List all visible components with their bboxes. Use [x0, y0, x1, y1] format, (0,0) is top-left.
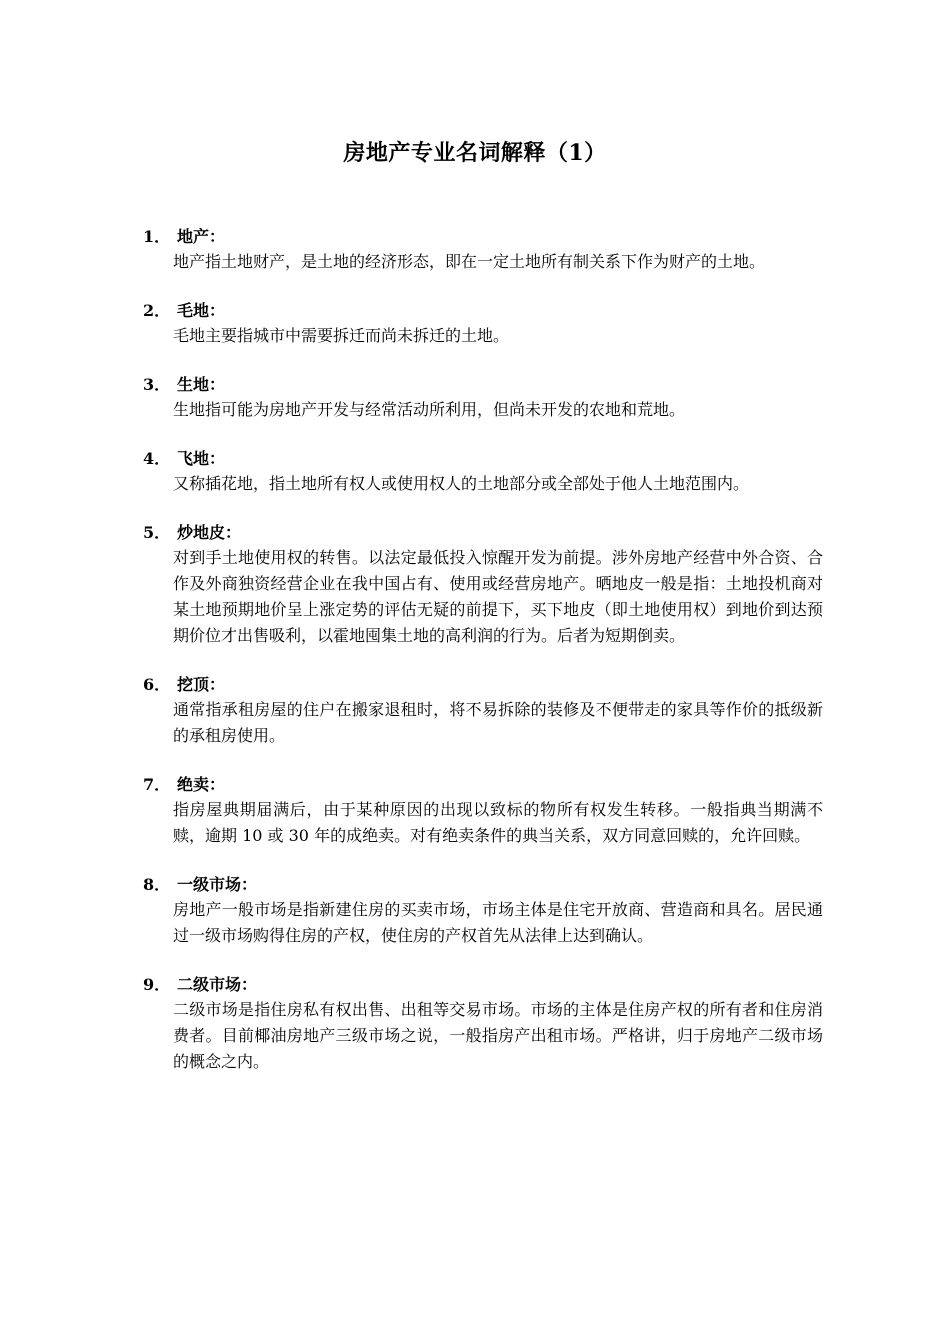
term-definition: 毛地主要指城市中需要拆迁而尚未拆迁的土地。: [173, 326, 510, 345]
term-name: 二级市场：: [177, 975, 258, 994]
term-definition: 指房屋典期届满后，由于某种原因的出现以致标的物所有权发生转移。一般指典当期满不赎，逾期 10 或 30 年的成绝卖。对有绝卖条件的典当关系，双方同意回赎的，允许回赎。: [173, 800, 823, 845]
term-definition: 房地产一般市场是指新建住房的买卖市场，市场主体是住宅开放商、营造商和具名。居民通过一级市场购得住房的产权，使住房的产权首先从法律上达到确认。: [173, 900, 823, 945]
term-heading: [143, 873, 823, 897]
term-heading: [143, 447, 823, 471]
term-heading: [143, 299, 823, 323]
term-item: [143, 673, 823, 749]
term-definition: 二级市场是指住房私有权出售、出租等交易市场。市场的主体是住房产权的所有者和住房消费者。目前椰油房地产三级市场之说，一般指房产出租市场。严格讲，归于房地产二级市场的概念之内。: [173, 1000, 823, 1071]
term-number: 5．: [143, 523, 171, 542]
term-name: 地产：: [177, 227, 226, 246]
term-item: [143, 873, 823, 949]
term-definition: 地产指土地财产，是土地的经济形态，即在一定土地所有制关系下作为财产的土地。: [173, 252, 766, 271]
term-number: 4．: [143, 449, 171, 468]
term-number: 7．: [143, 775, 171, 794]
term-item: [143, 225, 823, 275]
term-definition: 对到手土地使用权的转售。以法定最低投入惊醒开发为前提。涉外房地产经营中外合资、合作及外商独资经营企业在我中国占有、使用或经营房地产。晒地皮一般是指：土地投机商对某土地预期地价呈上涨定势的评估无疑的前提下，买下地皮（即土地使用权）到地价到达预期价位才出售吸利，以霍地囤集土地的高利润的行为。后者为短期倒卖。: [173, 548, 823, 645]
term-heading: [143, 673, 823, 697]
term-name: 绝卖：: [177, 775, 226, 794]
term-heading: [143, 521, 823, 545]
term-definition: 通常指承租房屋的住户在搬家退租时，将不易拆除的装修及不便带走的家具等作价的抵级新的承租房使用。: [173, 700, 823, 745]
term-item: [143, 973, 823, 1075]
term-heading: [143, 225, 823, 249]
term-name: 飞地：: [177, 449, 226, 468]
term-definition: 又称插花地，指土地所有权人或使用权人的土地部分或全部处于他人土地范围内。: [173, 474, 750, 493]
term-heading: [143, 373, 823, 397]
term-list: [143, 225, 823, 1099]
term-heading: [143, 773, 823, 797]
term-item: [143, 447, 823, 497]
term-name: 毛地：: [177, 301, 226, 320]
term-definition: 生地指可能为房地产开发与经常活动所利用，但尚未开发的农地和荒地。: [173, 400, 686, 419]
term-item: [143, 373, 823, 423]
term-item: [143, 299, 823, 349]
term-item: [143, 521, 823, 649]
term-number: 9．: [143, 975, 171, 994]
term-name: 一级市场：: [177, 875, 258, 894]
term-number: 8．: [143, 875, 171, 894]
term-item: [143, 773, 823, 849]
term-name: 炒地皮：: [177, 523, 242, 542]
page-title: 房地产专业名词解释（1）: [343, 140, 607, 166]
term-name: 生地：: [177, 375, 226, 394]
term-number: 3．: [143, 375, 171, 394]
term-number: 2．: [143, 301, 171, 320]
term-name: 挖顶：: [177, 675, 226, 694]
term-heading: [143, 973, 823, 997]
term-number: 1．: [143, 227, 171, 246]
term-number: 6．: [143, 675, 171, 694]
